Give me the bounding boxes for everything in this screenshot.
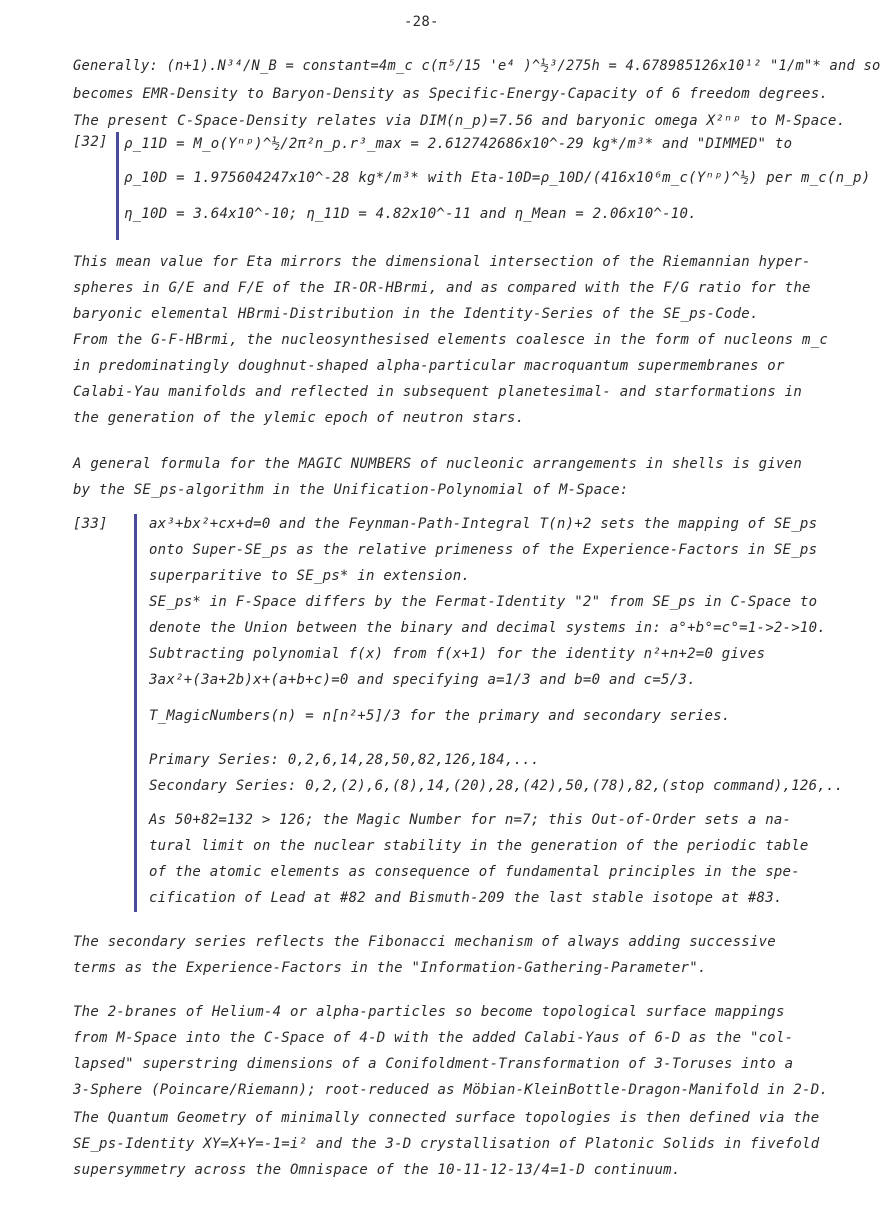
text-line: lapsed" superstring dimensions of a Conifoldment-Transformation of 3-Toruses into a — [73, 1056, 794, 1072]
text-line: spheres in G/E and F/E of the IR-OR-HBrmi, and as compared with the F/G ratio for the — [73, 280, 811, 296]
text-line: SE_ps-Identity XY=X+Y=-1=i² and the 3-D crystallisation of Platonic Solids in fivefold — [73, 1136, 820, 1152]
text-line: from M-Space into the C-Space of 4-D with the added Calabi-Yaus of 6-D as the "col- — [73, 1030, 794, 1046]
equation-bracket-bar — [134, 514, 137, 912]
equation-label: [33] — [73, 516, 108, 532]
secondary-series: Secondary Series: 0,2,(2),6,(8),14,(20),28,(42),50,(78),82,(stop command),126,.. — [149, 778, 844, 794]
text-line: The 2-branes of Helium-4 or alpha-particles so become topological surface mappings — [73, 1004, 785, 1020]
text-line: baryonic elemental HBrmi-Distribution in the Identity-Series of the SE_ps-Code. — [73, 306, 759, 322]
text-line: in predominatingly doughnut-shaped alpha-particular macroquantum supermembranes or — [73, 358, 785, 374]
equation-line: η_10D = 3.64x10^-10; η_11D = 4.82x10^-11 and η_Mean = 2.06x10^-10. — [124, 206, 697, 222]
equation-line: Subtracting polynomial f(x) from f(x+1) for the identity n²+n+2=0 gives — [149, 646, 766, 662]
text-line: A general formula for the MAGIC NUMBERS of nucleonic arrangements in shells is given — [73, 456, 803, 472]
equation-line: superparitive to SE_ps* in extension. — [149, 568, 471, 584]
text-line: From the G-F-HBrmi, the nucleosynthesised elements coalesce in the form of nucleons m_c — [73, 332, 829, 348]
text-line: Calabi-Yau manifolds and reflected in subsequent planetesimal- and starformations in — [73, 384, 803, 400]
equation-line: 3ax²+(3a+2b)x+(a+b+c)=0 and specifying a=1/3 and b=0 and c=5/3. — [149, 672, 696, 688]
text-line: the generation of the ylemic epoch of neutron stars. — [73, 410, 525, 426]
equation-line: onto Super-SE_ps as the relative primeness of the Experience-Factors in SE_ps — [149, 542, 818, 558]
equation-line: denote the Union between the binary and decimal systems in: a°+b°=c°=1->2->10. — [149, 620, 826, 636]
equation-line: tural limit on the nuclear stability in the generation of the periodic table — [149, 838, 809, 854]
equation-line: ρ_11D = M_o(Yⁿᵖ)^½/2π²n_p.r³_max = 2.612742686x10^-29 kg*/m³* and "DIMMED" to — [124, 136, 793, 152]
magic-number-formula: T_MagicNumbers(n) = n[n²+5]/3 for the primary and secondary series. — [149, 708, 731, 724]
equation-line: ρ_10D = 1.975604247x10^-28 kg*/m³* with Eta-10D=ρ_10D/(416x10⁶m_c(Yⁿᵖ)^½) per m_c(n_p) — [124, 170, 871, 186]
primary-series: Primary Series: 0,2,6,14,28,50,82,126,184,... — [149, 752, 540, 768]
text-line: terms as the Experience-Factors in the "Information-Gathering-Parameter". — [73, 960, 707, 976]
text-line: by the SE_ps-algorithm in the Unification-Polynomial of M-Space: — [73, 482, 629, 498]
text-line: The secondary series reflects the Fibonacci mechanism of always adding successive — [73, 934, 776, 950]
text-line: supersymmetry across the Omnispace of the 10-11-12-13/4=1-D continuum. — [73, 1162, 681, 1178]
equation-line: of the atomic elements as consequence of fundamental principles in the spe- — [149, 864, 800, 880]
equation-line: cification of Lead at #82 and Bismuth-209 the last stable isotope at #83. — [149, 890, 783, 906]
text-line: The present C-Space-Density relates via DIM(n_p)=7.56 and baryonic omega X²ⁿᵖ to M-Space. — [73, 113, 846, 129]
equation-label: [32] — [73, 134, 108, 150]
equation-line: ax³+bx²+cx+d=0 and the Feynman-Path-Integral T(n)+2 sets the mapping of SE_ps — [149, 516, 818, 532]
page-number: -28- — [404, 14, 439, 30]
text-line: Generally: (n+1).N³⁴/N_B = constant=4m_c c(π⁵/15 'e⁴ )^½³/275h = 4.678985126x10¹² "1/m"* and so — [73, 58, 881, 74]
text-line: 3-Sphere (Poincare/Riemann); root-reduced as Möbian-KleinBottle-Dragon-Manifold in 2-D. — [73, 1082, 829, 1098]
text-line: becomes EMR-Density to Baryon-Density as Specific-Energy-Capacity of 6 freedom degrees. — [73, 86, 829, 102]
equation-line: As 50+82=132 > 126; the Magic Number for n=7; this Out-of-Order sets a na- — [149, 812, 792, 828]
text-line: The Quantum Geometry of minimally connected surface topologies is then defined via the — [73, 1110, 820, 1126]
equation-bracket-bar — [116, 132, 119, 240]
text-line: This mean value for Eta mirrors the dimensional intersection of the Riemannian hyper- — [73, 254, 811, 270]
equation-line: SE_ps* in F-Space differs by the Fermat-Identity "2" from SE_ps in C-Space to — [149, 594, 818, 610]
